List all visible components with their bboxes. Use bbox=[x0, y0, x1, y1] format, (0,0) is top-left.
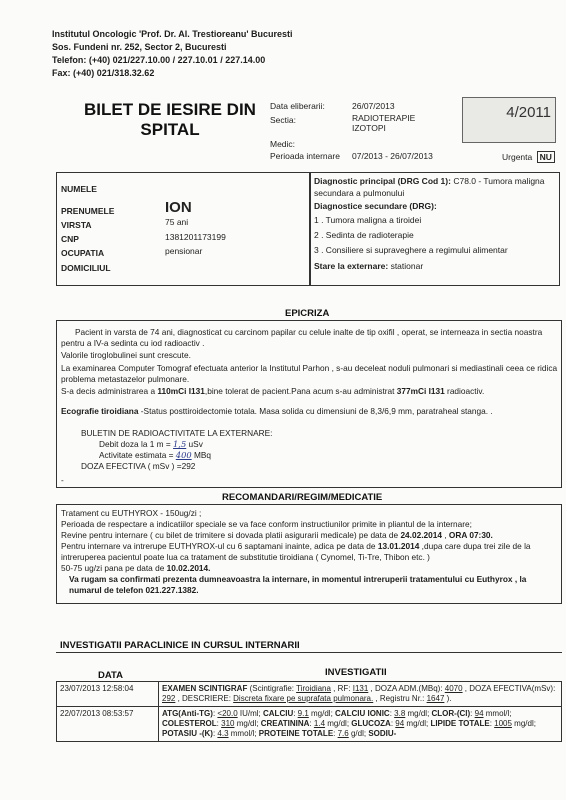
urgency-label: Urgenta bbox=[502, 152, 533, 162]
estimated-activity bbox=[99, 450, 211, 461]
discharge-label: Stare la externare: bbox=[314, 261, 389, 271]
rec-line-4 bbox=[61, 541, 559, 563]
bulletin-label: BULETIN DE RADIOACTIVITATE LA EXTERNARE: bbox=[81, 428, 273, 438]
investigations-title: INVESTIGATII PARACLINICE IN CURSUL INTERNARII bbox=[60, 640, 300, 651]
epicriza-dash: - bbox=[61, 475, 64, 485]
row-date: 22/07/2013 08:53:57 bbox=[57, 707, 159, 742]
rec-line-6: Va rugam sa confirmati prezenta dumneavoastra la internare, in momentul intreruperii tratamentului cu Euthyrox , la numarul de telefon 021.227.1382. bbox=[69, 574, 527, 595]
recommendations-title: RECOMANDARI/REGIM/MEDICATIE bbox=[222, 492, 383, 503]
activity-handwritten: 400 bbox=[175, 450, 192, 460]
rec-l5-text: 50-75 ug/zi pana pe data de bbox=[61, 563, 167, 573]
institution-fax: Fax: (+40) 021/318.32.62 bbox=[52, 68, 155, 78]
epicriza-p4 bbox=[61, 386, 559, 397]
epicriza-p1: Pacient in varsta de 74 ani, diagnosticat cu carcinom papilar cu celule inalte de tip oxifil , operat, se interneaza in sectia noastra pentru a IV-a sedinta cu iod radioactiv . bbox=[61, 327, 543, 348]
epicriza-ecography bbox=[61, 406, 559, 417]
table-row bbox=[57, 682, 562, 707]
institution-name: Institutul Oncologic 'Prof. Dr. Al. Trestioreanu' Bucuresti bbox=[52, 29, 293, 39]
p4-text-e: radioactiv. bbox=[444, 386, 485, 396]
cnp-value: 1381201173199 bbox=[165, 232, 226, 242]
secondary-diagnosis-3: 3 . Consiliere si supraveghere a regimului alimentar bbox=[314, 245, 508, 255]
rec-l4-text: Pentru internare va intrerupe EUTHYROX-ul cu 6 saptamani inainte, adica pe data de bbox=[61, 541, 378, 551]
home-label: DOMICILIUL bbox=[61, 263, 111, 273]
urgency-field bbox=[502, 151, 555, 163]
title-line-1: BILET DE IESIRE DIN bbox=[84, 100, 256, 119]
dose-rate bbox=[99, 439, 203, 450]
row-investigation: ATG(Anti-TG): <20.0 IU/ml; CALCIU: 9.1 mg/dl; CALCIU IONIC: 3.8 mg/dl; CLOR-(Cl): 94 mmol/l; COLESTEROL: 310 mg/dl; CREATININA: 1.4 mg/dl; GLUCOZA: 94 mg/dl; LIPIDE TOTALE: 1005 mg/dl; POTASIU -(K): 4.3 mmol/l; PROTEINE TOTALE: 7.6 g/dl; SODIU- bbox=[159, 707, 562, 742]
institution-address: Sos. Fundeni nr. 252, Sector 2, Bucuresti bbox=[52, 42, 227, 52]
principal-value: C78.0 - Tumora maligna secundara a pulmonului bbox=[314, 176, 545, 198]
name-label: NUMELE bbox=[61, 184, 97, 194]
discharge-state bbox=[314, 260, 423, 272]
rec-l3-hour: ORA 07:30. bbox=[448, 530, 493, 540]
date-value: 26/07/2013 bbox=[352, 101, 395, 111]
investigations-rule bbox=[56, 652, 562, 653]
rec-l3-date: 24.02.2014 bbox=[400, 530, 442, 540]
section-label: Sectia: bbox=[270, 115, 296, 125]
firstname-label: PRENUMELE bbox=[61, 206, 115, 216]
diagnosis-box bbox=[310, 172, 560, 286]
row-investigation: EXAMEN SCINTIGRAF (Scintigrafie: Tiroidiana , RF: I131 , DOZA ADM.(MBq): 4070 , DOZA EFECTIVA(mSv): 292 , DESCRIERE: Discreta fixare pe suprafata pulmonara. , Registru Nr.: 1647 ). bbox=[159, 682, 562, 707]
period-label: Perioada internare bbox=[270, 151, 340, 161]
epicriza-title: EPICRIZA bbox=[285, 308, 330, 319]
principal-label: Diagnostic principal (DRG Cod 1): bbox=[314, 176, 451, 186]
eco-label: Ecografie tiroidiana bbox=[61, 406, 139, 416]
p4-text-c: ,bine tolerat de pacient.Pana acum s-au administrat bbox=[204, 386, 397, 396]
epicriza-box bbox=[56, 320, 562, 488]
cnp-label: CNP bbox=[61, 234, 79, 244]
doctor-label: Medic: bbox=[270, 139, 296, 149]
rec-line-3 bbox=[61, 530, 559, 541]
rec-l3-text: Revine pentru internare ( cu bilet de trimitere si dovada platii asigurarii medicale) pe data de bbox=[61, 530, 401, 540]
principal-diagnosis bbox=[314, 175, 558, 199]
registration-box bbox=[462, 97, 556, 143]
institution-phone: Telefon: (+40) 021/227.10.00 / 227.10.01 / 227.14.00 bbox=[52, 55, 266, 65]
age-label: VIRSTA bbox=[61, 220, 92, 230]
job-label: OCUPATIA bbox=[61, 248, 105, 258]
section-value-1: RADIOTERAPIE bbox=[352, 113, 416, 123]
secondary-diagnosis-2: 2 . Sedinta de radioterapie bbox=[314, 230, 414, 240]
firstname-value: ION bbox=[165, 199, 192, 216]
col-date-header: DATA bbox=[98, 670, 123, 681]
section-value-2: IZOTOPI bbox=[352, 123, 386, 133]
period-value: 07/2013 - 26/07/2013 bbox=[352, 151, 433, 161]
discharge-value: stationar bbox=[390, 261, 424, 271]
table-row bbox=[57, 707, 562, 742]
p4-dose-total: 377mCi I131 bbox=[396, 386, 445, 396]
title-line-2: SPITAL bbox=[140, 120, 200, 139]
patient-box bbox=[56, 172, 310, 286]
activity-label: Activitate estimata = bbox=[99, 450, 174, 460]
eco-text: -Status posttiroidectomie totala. Masa solida cu dimensiuni de 8,3/6,9 mm, paratraheal stanga. . bbox=[138, 406, 493, 416]
p4-text-a: S-a decis administrarea a bbox=[61, 386, 158, 396]
row-date: 23/07/2013 12:58:04 bbox=[57, 682, 159, 707]
rec-line-2: Perioada de respectare a indicatiilor speciale se va face conform instructiunilor primite in pliantul de la internare; bbox=[61, 519, 472, 529]
dose-rate-handwritten: 1,5 bbox=[173, 439, 187, 449]
registration-number: 4/2011 bbox=[506, 104, 551, 121]
age-value: 75 ani bbox=[165, 217, 189, 227]
epicriza-p2: Valorile tiroglobulinei sunt crescute. bbox=[61, 350, 191, 360]
p4-dose-1: 110mCi I131 bbox=[157, 386, 205, 396]
rec-line-1: Tratament cu EUTHYROX - 150ug/zi ; bbox=[61, 508, 202, 518]
epicriza-p3: La examinarea Computer Tomograf efectuata anterior la Institutul Parhon , s-au deceleat noduli pulmonari si mediastinali ceea ce ridica problema metastazelor pulmonare. bbox=[61, 363, 558, 384]
date-label: Data eliberarii: bbox=[270, 101, 325, 111]
job-value: pensionar bbox=[165, 246, 203, 256]
secondary-diagnosis-1: 1 . Tumora maligna a tiroidei bbox=[314, 215, 422, 225]
effective-dose: DOZA EFECTIVA ( mSv ) =292 bbox=[81, 461, 196, 471]
document-meta bbox=[0, 0, 566, 170]
recommendations-box bbox=[56, 504, 562, 604]
activity-unit: MBq bbox=[193, 450, 212, 460]
rec-l3-sep: , bbox=[441, 530, 449, 540]
investigations-table bbox=[56, 681, 562, 742]
rec-l4-date: 13.01.2014 bbox=[377, 541, 420, 551]
rec-line-5 bbox=[61, 563, 210, 574]
rec-l4-rest: ,dupa care dupa trei zile de la intreruperea pacientul poate lua ca tratament de substitutie tiroidiana ( Cynomel, Ti-Tre, Thibon etc. ) bbox=[61, 541, 531, 562]
dose-rate-unit: uSv bbox=[188, 439, 203, 449]
secondary-label: Diagnostice secundare (DRG): bbox=[314, 201, 437, 211]
rec-l5-date: 10.02.2014. bbox=[166, 563, 211, 573]
dose-rate-label: Debit doza la 1 m = bbox=[99, 439, 171, 449]
urgency-value: NU bbox=[537, 151, 555, 163]
col-investigation-header: INVESTIGATII bbox=[325, 667, 387, 678]
